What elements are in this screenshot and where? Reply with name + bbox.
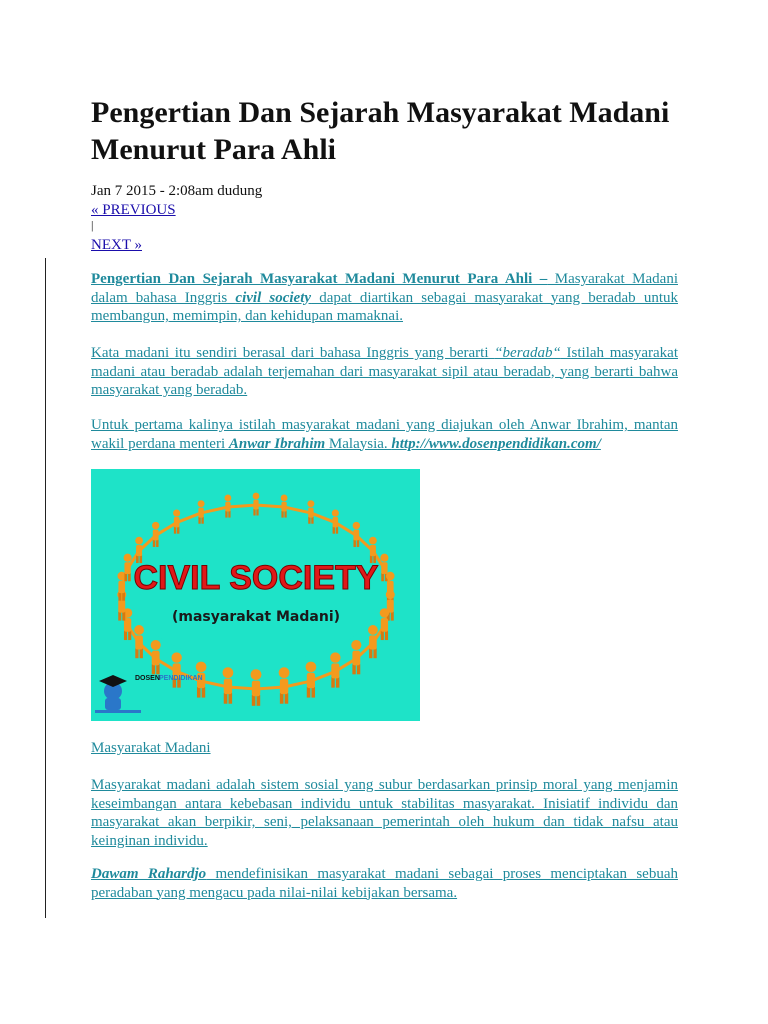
- person-figure: [198, 500, 205, 523]
- person-figure: [306, 662, 317, 698]
- origin-text-b: Istilah masyarakat madani atau beradab adalah terjemahan dari masyarakat sipil atau beradab, yang berarti bahwa masyarakat yang beradab.: [91, 345, 678, 398]
- person-figure: [330, 652, 340, 687]
- person-figure: [225, 495, 232, 518]
- first-use-name: Anwar Ibrahim: [228, 435, 326, 452]
- first-use-text-b: Malaysia.: [325, 435, 392, 452]
- person-figure: [173, 509, 180, 533]
- previous-link[interactable]: « PREVIOUS: [91, 202, 176, 218]
- intro-text-a: Masyarakat Madani dalam bahasa Inggris: [91, 271, 678, 306]
- person-figure: [368, 625, 378, 658]
- person-figure: [253, 493, 260, 516]
- figure-arm: [284, 507, 311, 513]
- person-figure: [281, 495, 288, 518]
- logo-text: DOSEN: [135, 675, 160, 682]
- origin-text-a: Kata madani itu sendiri berasal dari bahasa Inggris yang berarti: [91, 345, 495, 361]
- civil-society-image: [91, 469, 420, 721]
- person-figure: [279, 667, 290, 703]
- figure-arm: [256, 687, 284, 689]
- person-figure: [151, 640, 161, 674]
- banner-headline: CIVIL SOCIETY: [133, 559, 379, 597]
- person-figure: [223, 667, 234, 703]
- person-figure: [380, 608, 389, 640]
- banner-subtitle: (masyarakat Madani): [171, 609, 341, 625]
- first-use-text-a: Untuk pertama kalinya istilah masyarakat madani yang diajukan oleh Anwar Ibrahim, mantan wakil perdana menteri: [91, 417, 678, 452]
- post-meta: Jan 7 2015 - 2:08am dudung: [91, 183, 263, 199]
- person-figure: [332, 509, 339, 533]
- logo-text-2: PENDIDIKAN: [159, 675, 203, 682]
- person-figure: [353, 522, 360, 547]
- figure-arm: [177, 513, 201, 523]
- intro-lead: Pengertian Dan Sejarah Masyarakat Madani Menurut Para Ahli –: [91, 271, 548, 287]
- figure-arm: [311, 513, 335, 523]
- paragraph-definition[interactable]: Masyarakat madani adalah sistem sosial yang subur berdasarkan prinsip moral yang menjamin keseimbangan antara kebebasan individu untuk stabilitas masyarakat. Inisiatif individu dan masyarakat akan berpikir, seni, pelaksanaan pemerintah oleh hukum dan tidak nafsu atau keinginan individu.: [91, 777, 678, 849]
- person-figure: [152, 522, 159, 547]
- person-figure: [351, 640, 361, 674]
- paragraph-first-use[interactable]: [91, 416, 678, 453]
- dawam-text: mendefinisikan masyarakat madani sebagai proses menciptakan sebuah peradaban yang mengacu pada nilai-nilai kebijakan bersama.: [91, 866, 678, 901]
- intro-term: civil society: [235, 289, 312, 306]
- margin-rule: [45, 258, 46, 918]
- figure-arm: [256, 505, 284, 507]
- paragraph-dawam[interactable]: [91, 865, 678, 902]
- paragraph-intro[interactable]: [91, 270, 678, 326]
- intro-text-b: dapat diartikan sebagai masyarakat yang beradab untuk membangun, memimpin, dan kehidupan mamaknai.: [91, 289, 678, 324]
- person-figure: [307, 500, 314, 523]
- person-figure: [134, 625, 144, 658]
- page-title: Pengertian Dan Sejarah Masyarakat Madani Menurut Para Ahli: [91, 96, 670, 166]
- person-figure: [124, 554, 132, 582]
- person-figure: [171, 652, 181, 687]
- origin-quote: “beradab“: [494, 345, 561, 361]
- image-caption[interactable]: Masyarakat Madani: [91, 740, 211, 756]
- next-link[interactable]: NEXT »: [91, 237, 142, 253]
- nav-separator: |: [91, 218, 94, 232]
- figure-arm: [228, 687, 256, 689]
- dawam-name: Dawam Rahardjo: [91, 866, 207, 882]
- source-url-link[interactable]: http://www.dosenpendidikan.com/: [391, 435, 601, 452]
- person-figure: [251, 669, 262, 706]
- figure-arm: [228, 505, 256, 507]
- paragraph-madani-origin[interactable]: [91, 344, 678, 400]
- figure-arm: [201, 507, 228, 513]
